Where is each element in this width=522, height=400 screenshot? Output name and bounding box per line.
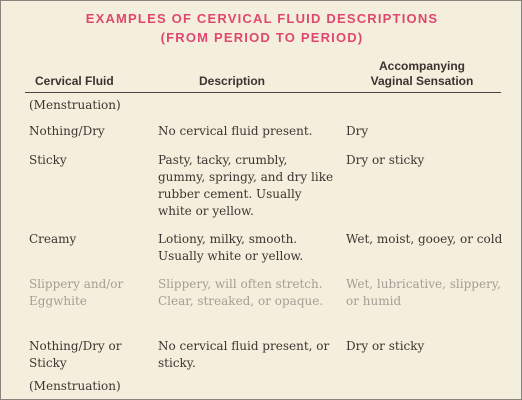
title-line-2: (FROM PERIOD TO PERIOD) bbox=[160, 30, 364, 45]
row-sensation-slippery-eggwhite: Wet, lubricative, slippery, or humid bbox=[346, 277, 501, 308]
row-sensation-nothing-dry: Dry bbox=[346, 124, 369, 138]
row-fluid-nothing-dry-or-sticky: Nothing/Dry or Sticky bbox=[29, 339, 122, 370]
header-description: Description bbox=[199, 74, 266, 88]
row-fluid-menstruation-start: (Menstruation) bbox=[29, 98, 121, 112]
row-fluid-slippery-eggwhite: Slippery and/or Eggwhite bbox=[29, 277, 124, 308]
header-cervical-fluid: Cervical Fluid bbox=[35, 74, 114, 88]
header-vaginal-sensation: Accompanying Vaginal Sensation bbox=[370, 59, 474, 88]
row-description-creamy: Lotiony, milky, smooth. Usually white or yellow. bbox=[158, 232, 304, 263]
row-description-slippery-eggwhite: Slippery, will often stretch. Clear, streaked, or opaque. bbox=[158, 277, 324, 308]
header-divider bbox=[25, 92, 501, 93]
row-fluid-menstruation-end: (Menstruation) bbox=[29, 379, 121, 393]
row-fluid-creamy: Creamy bbox=[29, 232, 77, 246]
row-sensation-creamy: Wet, moist, gooey, or cold bbox=[346, 232, 503, 246]
row-fluid-nothing-dry: Nothing/Dry bbox=[29, 124, 105, 138]
row-description-nothing-dry: No cervical fluid present. bbox=[158, 124, 313, 138]
title-line-1: EXAMPLES OF CERVICAL FLUID DESCRIPTIONS bbox=[85, 11, 439, 26]
row-sensation-nothing-dry-or-sticky: Dry or sticky bbox=[346, 339, 425, 353]
row-description-nothing-dry-or-sticky: No cervical fluid present, or sticky. bbox=[158, 339, 330, 370]
row-fluid-sticky: Sticky bbox=[29, 153, 67, 167]
row-sensation-sticky: Dry or sticky bbox=[346, 153, 425, 167]
table-title bbox=[1, 9, 522, 47]
row-description-sticky: Pasty, tacky, crumbly, gummy, springy, and dry like rubber cement. Usually white or yellow. bbox=[158, 153, 334, 218]
